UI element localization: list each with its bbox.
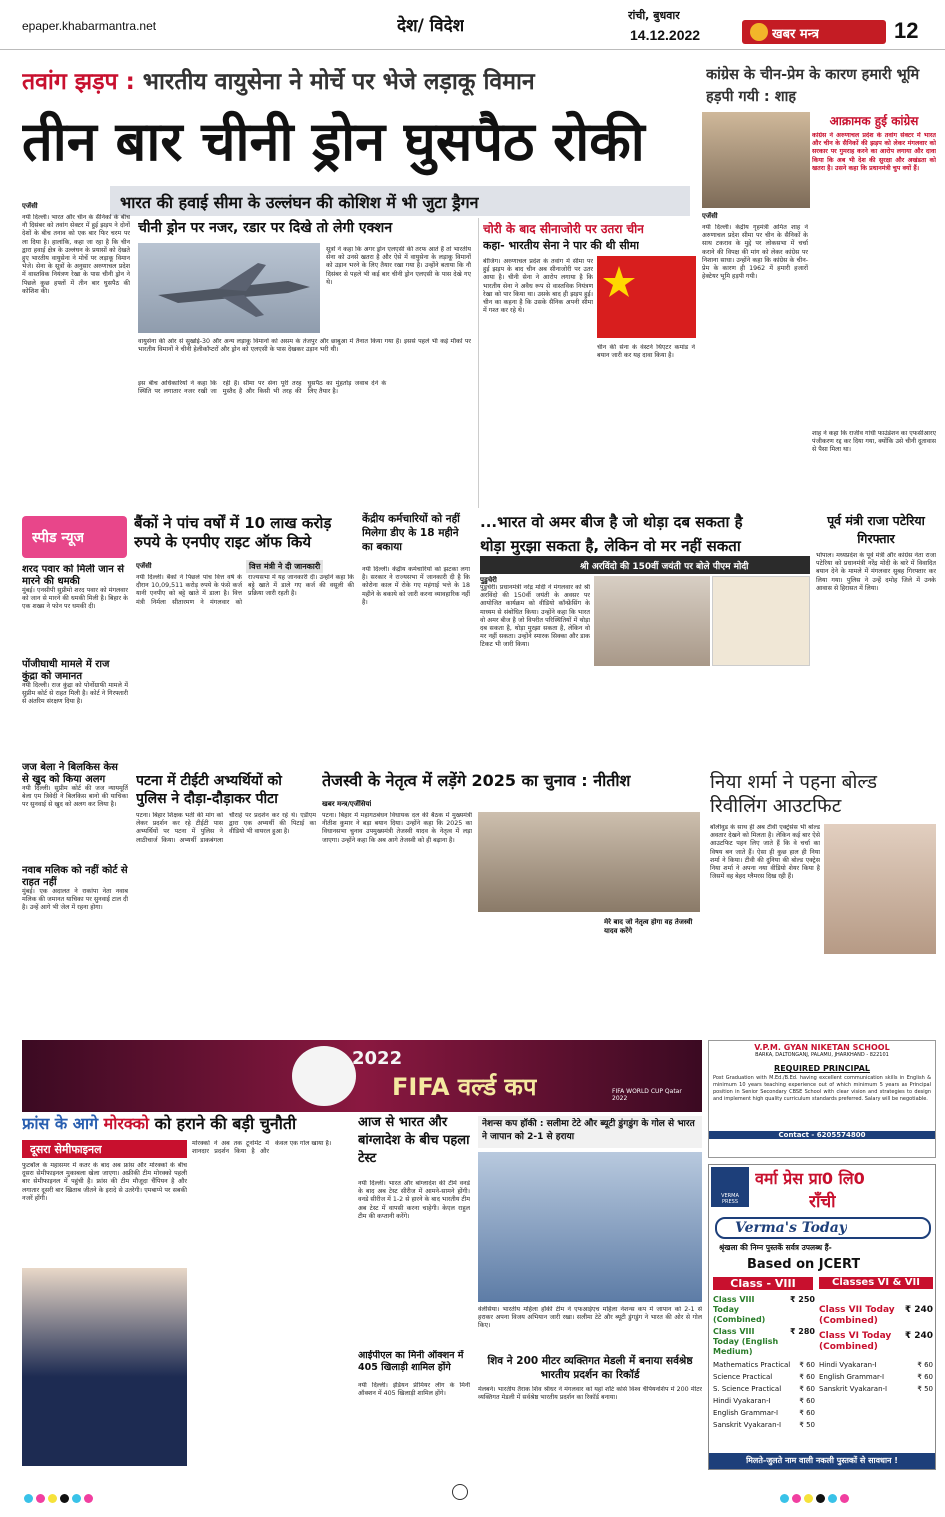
book-item [713,1395,815,1407]
speed-item-head: नवाब मलिक को नहीं कोर्ट से राहत नहीं [22,865,128,888]
book-label: Hindi Vyakaran-I [713,1397,771,1405]
china-box-body: बीजिंग। अरुणाचल प्रदेश के तवांग में सीमा पर हुई झड़प के बाद चीन अब सीनाजोरी पर उतर आया है। चीनी सेना ने आरोप लगाया है कि भारतीय सेना ने अवैध रूप से वास्तविक नियंत्रण रेखा को पार किया था। उसके बाद ही झड़प हुई। चीन का कहना है कि उसके सैनिक अपनी सीमा में गश्त कर रहे थे। [483,258,593,315]
banks-subhead: वित्त मंत्री ने दी जानकारी [246,560,323,573]
speed-item-body: मुंबई। एक अदालत ने राकांपा नेता नवाब मलिक की जमानत याचिका पर सुनवाई टाल दी है। उन्हें आगे भी जेल में रहना होगा। [22,888,128,912]
verma-brand: Verma's Today [735,1220,847,1236]
fifa-banner [22,1040,702,1112]
nitish-meeting-photo [478,812,700,912]
shah-kicker: कांग्रेस के चीन-प्रेम के कारण हमारी भूमि हड़पी गयी : शाह [706,67,920,105]
china-box [478,218,696,508]
fighter-jet-image [138,243,320,333]
banks-body: नयी दिल्ली। बैंकों ने पिछले पांच वित्त वर्ष के दौरान 10,09,511 करोड़ रुपये के फंसे कर्ज यानी एनपीए को बट्टे खाते में डाला है। वित्त मंत्री निर्मला सीतारमण ने मंगलवार को राज्यसभा में यह जानकारी दी। उन्होंने कहा कि बट्टे खाते में डाले गए कर्ज की वसूली की प्रक्रिया जारी रहती है। [136,574,354,606]
morocco-tag-text: दूसरा सेमीफाइनल [30,1143,102,1156]
nitish-byline: खबर मन्त्र/एजेंसियां [322,800,372,808]
bangla-headline: आज से भारत और बांग्लादेश के बीच पहला टेस्ट [358,1115,470,1166]
book-label: Class VII Today (Combined) [819,1305,895,1326]
stamp-photo [712,576,810,666]
modi-photo [594,576,710,666]
speed-item-head: जज बेला ने बिलकिस केस से खुद को किया अलग [22,762,118,785]
morocco-head-1: फ्रांस के आगे [22,1114,99,1133]
book-price: ₹ 60 [917,1361,933,1369]
book-item [819,1359,933,1371]
lead-deck: भारत की हवाई सीमा के उल्लंघन की कोशिश में भी जुटा ड्रैगन [120,193,479,212]
place-day: रांची, बुधवार [628,9,680,22]
book-price: ₹ 250 [789,1295,815,1304]
school-address: BARKA, DALTONGANJ, PALAMU, JHARKHAND - 822101 [755,1052,889,1058]
speed-item [22,762,128,859]
section-title: देश/ विदेश [397,16,465,36]
lead-subhead: चीनी ड्रोन पर नजर, रडार पर दिखे तो लेगी एक्शन [138,220,393,236]
banks-headline: बैंकों ने पांच वर्षों में 10 लाख करोड़ रुपये के एनपीए राइट ऑफ किये [134,514,332,551]
nitish-headline: तेजस्वी के नेतृत्व में लड़ेंगे 2025 का चुनाव : नीतीश [322,771,631,790]
speed-news-label: स्पीड न्यूज [32,530,85,546]
school-name: V.P.M. GYAN NIKETAN SCHOOL [754,1043,890,1052]
verma-logo-text: VERMA PRESS [721,1193,739,1205]
crosshair-icon [452,1484,468,1500]
book-price: ₹ 60 [799,1373,815,1381]
bangla-body: नयी दिल्ली। भारत और बांग्लादेश की टीमें वनडे के बाद अब टेस्ट सीरीज में आमने-सामने होंगी। वनडे सीरीज में 1-2 से हारने के बाद भारतीय टीम अब टेस्ट में वापसी करना चाहेगी। केएल राहुल टीम की कप्तानी करेंगे। [358,1180,470,1220]
raja-body: भोपाल। मध्यप्रदेश के पूर्व मंत्री और कांग्रेस नेता राजा पटेरिया को प्रधानमंत्री नरेंद्र मोदी के बारे में विवादित बयान देने के मामले में मंगलवार सुबह गिरफ्तार कर लिया गया। पुलिस ने उन्हें दमोह जिले में उनके आवास से हिरासत में लिया। [816,552,936,592]
verma-title: वर्मा प्रेस प्रा0 लि0 [755,1169,865,1188]
speed-item [22,865,128,962]
mbappe-photo [22,1268,187,1466]
book-item [713,1383,815,1395]
site-url[interactable]: epaper.khabarmantra.net [22,19,157,33]
book-item [713,1295,815,1325]
morocco-headline [22,1114,352,1134]
speed-item-head: शरद पवार को मिली जान से मारने की धमकी [22,564,125,587]
modi-caption: श्री अरविंदो की 150वीं जयंती पर बोले पीएम मोदी [580,562,749,572]
book-price: ₹ 280 [789,1327,815,1336]
verma-press-logo [711,1167,749,1207]
masthead [0,0,945,50]
china-box-body-2: चीन की सेना के वेस्टर्न थिएटर कमांड ने बयान जारी कर यह दावा किया है। [597,344,695,360]
modi-byline: पुडुचेरी [480,576,497,584]
brand-icon [750,23,768,41]
raja-headline: पूर्व मंत्री राजा पटेरिया गिरफ्तार [827,513,925,546]
class-67-header: Classes VI & VII [819,1277,933,1289]
fifa-logo: FIFA WORLD CUP Qatar 2022 [612,1088,682,1102]
ipl-body: नयी दिल्ली। इंडियन प्रीमियर लीग के मिनी ऑक्शन में 405 खिलाड़ी शामिल होंगे। [358,1382,470,1398]
lead-kicker-red: तवांग झड़प : [22,69,135,95]
school-req: REQUIRED PRINCIPAL [774,1064,870,1073]
lead-byline: एजेंसी [22,202,38,210]
speed-item-body: नयी दिल्ली। सुप्रीम कोर्ट की जज न्यायमूर्ति बेला एम त्रिवेदी ने बिलकिस बानो की याचिका पर सुनवाई से खुद को अलग कर लिया है। [22,785,128,809]
da-body: नयी दिल्ली। केंद्रीय कर्मचारियों को झटका लगा है। सरकार ने राज्यसभा में जानकारी दी है कि कोरोना काल में रोके गए महंगाई भत्ते के 18 महीने के बकाये को जारी करना व्यावहारिक नहीं है। [362,566,470,606]
fifa-year: 2022 [352,1048,403,1069]
morocco-body: फुटबॉल के महासमर में कतर के बाद अब फ्रांस और मोरक्को के बीच दूसरा सेमीफाइनल मुकाबला खेला जाएगा। अफ्रीकी टीम मोरक्को पहली बार सेमीफाइनल में पहुंची है। फ्रांस की टीम मौजूदा चैंपियन है और लगातार दूसरी बार खिताब जीतने के इरादे से उतरेगी। एमबाप्पे पर सबकी नजरें होंगी। [22,1162,187,1202]
book-price: ₹ 60 [799,1409,815,1417]
lead-col-3: वायुसेना की ओर से सुखोई-30 और अन्य लड़ाकू विमानों को असम के तेजपुर और छाबुआ में तैनात किया गया है। इससे पहले भी कई मौकों पर भारतीय विमानों ने चीनी हेलीकॉप्टरों और ड्रोन को एलएसी के पास देखकर उड़ान भरी थी। [138,338,471,354]
book-item [819,1305,933,1327]
school-body: Post Graduation with M.Ed./B.Ed. having excellent communication skills in English & minimum 10 years teaching experience out of which minimum 5 years as Principal position in Senior Secondary CBSE School with clear vision and strategies to design and implement high quality curriculum standards preferred. Salary will be negotiable. [713,1075,931,1102]
verma-based: Based on JCERT [747,1257,861,1272]
book-item [713,1407,815,1419]
fighter-jet-icon [138,243,320,333]
lead-col-4: इस बीच अधिकारियों ने कहा कि स्थिति पर लगातार नजर रखी जा रही है। सीमा पर सेना पूरी तरह मुस्तैद है और किसी भी तरह की घुसपैठ का मुंहतोड़ जवाब देने के लिए तैयार है। [138,380,387,396]
book-price: ₹ 60 [799,1385,815,1393]
china-box-title: चोरी के बाद सीनाजोरी पर उतरा चीन [483,222,644,236]
speed-item-body: नयी दिल्ली। राज कुंद्रा को पोर्नोग्राफी मामले में सुप्रीम कोर्ट से राहत मिली है। कोर्ट ने गिरफ्तारी से अंतरिम संरक्षण दिया है। [22,682,128,706]
registration-marks-left [24,1488,96,1507]
lead-kicker [22,68,722,96]
hockey-team-photo [478,1152,702,1302]
page-number: 12 [894,18,919,43]
book-item [713,1371,815,1383]
book-price: ₹ 60 [917,1373,933,1381]
class-8-header: Class - VIII [713,1277,813,1290]
nia-photo [824,824,936,954]
book-price: ₹ 240 [904,1305,933,1315]
book-label: English Grammar-I [713,1409,779,1417]
book-item [713,1359,815,1371]
nitish-caption: मेरे बाद जो नेतृत्व होगा वह तेजस्वी यादव करेंगे [604,918,693,935]
morocco-head-2: को हराने की बड़ी चुनौती [154,1114,297,1133]
book-label: Class VIII Today (Combined) [713,1295,766,1324]
swim-headline: शिव ने 200 मीटर व्यक्तिगत मेडली में बनाया सर्वश्रेष्ठ भारतीय प्रदर्शन का रिकॉर्ड [487,1355,693,1381]
swim-body: मेलबर्न। भारतीय तैराक शिव श्रीधर ने मंगलवार को यहां शॉर्ट कोर्स विश्व चैंपियनशिप में 200 मीटर व्यक्तिगत मेडली में सर्वश्रेष्ठ भारतीय प्रदर्शन का रिकॉर्ड बनाया। [478,1386,702,1402]
patna-headline: पटना में टीईटी अभ्यर्थियों को पुलिस ने दौड़ा-दौड़ाकर पीटा [136,773,282,807]
football-icon [292,1046,356,1106]
verma-brand-bar [715,1217,931,1239]
verma-right-list [819,1305,933,1395]
verma-ad [708,1164,936,1470]
china-box-sub: कहा- भारतीय सेना ने पार की थी सीमा [483,239,640,252]
verma-left-list [713,1295,815,1431]
verma-tagline: श्रृंखला की निम्न पुस्तकें सर्वत्र उपलब्ध हैं- [719,1243,832,1252]
shah-byline: एजेंसी [702,212,718,220]
hockey-headline: नेशन्स कप हॉकी : सलीमा टेटे और ब्यूटी डुंगडुंग के गोल से भारत ने जापान को 2-1 से हराया [482,1119,695,1142]
hockey-head-bar [478,1116,702,1148]
book-price: ₹ 60 [799,1397,815,1405]
modi-body: पुडुचेरी। प्रधानमंत्री नरेंद्र मोदी ने मंगलवार को श्री अरविंदो की 150वीं जयंती के अवसर पर आयोजित कार्यक्रम को वीडियो कॉन्फ्रेंसिंग के माध्यम से संबोधित किया। उन्होंने कहा कि भारत वो अमर बीज है जो विपरीत परिस्थितियों में थोड़ा दब सकता है, थोड़ा मुरझा सकता है, लेकिन वो मर नहीं सकता। उन्होंने स्मारक सिक्का और डाक टिकट भी जारी किया। [480,584,590,649]
shah-box-title: आक्रामक हुई कांग्रेस [829,114,919,128]
book-price: ₹ 50 [799,1421,815,1429]
lead-col-2: सूत्रों ने कहा कि अगर ड्रोन एलएसी की तरफ आते हैं तो भारतीय सेना को उनसे खतरा है और ऐसे में वायुसेना के लड़ाकू विमानों को उड़ान भरने के लिए तैयार रखा गया है। उन्होंने बताया कि नौ दिसंबर से पहले भी कई बार चीनी ड्रोन एलएसी के पास देखे गए थे। [326,246,471,286]
book-label: Sanskrit Vyakaran-I [713,1421,782,1429]
patna-body: पटना। बिहार शिक्षक भर्ती की मांग को लेकर प्रदर्शन कर रहे टीईटी पास अभ्यर्थियों पर पटना में पुलिस ने लाठीचार्ज किया। अभ्यर्थी डाकबंगला चौराहे पर प्रदर्शन कर रहे थे। एडीएम द्वारा एक अभ्यर्थी की पिटाई का वीडियो भी वायरल हुआ है। [136,812,316,844]
speed-news-list [22,564,128,1040]
modi-deck-1: ...भारत वो अमर बीज है जो थोड़ा दब सकता है [480,513,743,531]
school-ad [708,1040,936,1158]
book-item [819,1371,933,1383]
book-item [819,1383,933,1395]
china-flag-image [597,256,696,338]
modi-caption-bar [480,556,810,574]
issue-date: 14.12.2022 [630,27,701,43]
speed-news-tag [22,516,127,558]
lead-kicker-text: भारतीय वायुसेना ने मोर्चे पर भेजे लड़ाकू विमान [142,69,535,95]
shah-body-2: शाह ने कहा कि राजीव गांधी फाउंडेशन का एफसीआरए पंजीकरण रद्द कर दिया गया, क्योंकि उसे चीनी दूतावास से पैसा मिला था। [812,430,936,454]
morocco-body-2: मोरक्को ने अब तक टूर्नामेंट में शानदार प्रदर्शन किया है और केवल एक गोल खाया है। [192,1140,332,1156]
lead-deck-bar [110,186,690,216]
star-icon [597,256,696,338]
brand-name: खबर मन्त्र [772,27,820,42]
book-label: Class VI Today (Combined) [819,1331,892,1352]
book-label: Science Practical [713,1373,773,1381]
book-label: S. Science Practical [713,1385,782,1393]
registration-marks-right [780,1488,852,1507]
banks-byline: एजेंसी [136,562,152,570]
fifa-title: FIFA वर्ल्ड कप [392,1073,537,1101]
nitish-body: पटना। बिहार में महागठबंधन विधायक दल की बैठक में मुख्यमंत्री नीतीश कुमार ने बड़ा बयान दिया। उन्होंने कहा कि 2025 का विधानसभा चुनाव उपमुख्यमंत्री तेजस्वी यादव के नेतृत्व में लड़ा जाएगा। उन्होंने कहा कि अब आगे तेजस्वी को ही बढ़ाना है। [322,812,472,844]
lead-col-1: नयी दिल्ली। भारत और चीन के सैनिकों के बीच नौ दिसंबर को तवांग सेक्टर में हुई झड़प ने दोनों देशों के बीच तनाव को एक बार फिर चरम पर ला दिया है। हालांकि, कहा जा रहा है कि चीन द्वारा हवाई क्षेत्र के उल्लंघन के प्रयासों को देखते हुए भारतीय वायुसेना ने मोर्चे पर लड़ाकू विमान भेजे। सेना के सूत्रों के अनुसार अरुणाचल प्रदेश में वास्तविक नियंत्रण रेखा के पास चीनी ड्रोन ने पिछले कुछ हफ्तों में तीन बार घुसपैठ की कोशिश की। [22,214,130,295]
book-label: English Grammar-I [819,1373,885,1381]
book-label: Class VIII Today (English Medium) [713,1327,779,1356]
book-item [713,1327,815,1357]
book-item [713,1419,815,1431]
book-price: ₹ 50 [917,1385,933,1393]
amit-shah-photo [702,112,810,208]
speed-item [22,659,128,756]
book-label: Sanskrit Vyakaran-I [819,1385,888,1393]
ipl-headline: आईपीएल का मिनी ऑक्शन में 405 खिलाड़ी शामिल होंगे [358,1350,464,1373]
modi-deck-2: थोड़ा मुरझा सकता है, लेकिन वो मर नहीं सकता [480,537,741,555]
speed-item [22,564,128,653]
speed-item-body: मुंबई। एनसीपी सुप्रीमो शरद पवार को मंगलवार को जान से मारने की धमकी मिली है। बिहार के एक शख्स ने फोन पर धमकी दी। [22,587,128,611]
verma-footer: मिलते-जुलते नाम वाली नकली पुस्तकों से सावधान ! [709,1453,935,1469]
da-headline: केंद्रीय कर्मचारियों को नहीं मिलेगा डीए के 18 महीने का बकाया [362,513,460,553]
school-contact: Contact - 6205574800 [709,1131,935,1139]
nia-headline: निया शर्मा ने पहना बोल्ड रिवीलिंग आउटफिट [710,771,878,817]
book-price: ₹ 60 [799,1361,815,1369]
book-price: ₹ 240 [904,1331,933,1341]
shah-body: नयी दिल्ली। केंद्रीय गृहमंत्री अमित शाह ने अरुणाचल प्रदेश सीमा पर चीन के सैनिकों के साथ टकराव के मुद्दे पर लोकसभा में चर्चा कराने की विपक्ष की मांग को लेकर कांग्रेस पर निशाना साधा। उन्होंने कहा कि कांग्रेस के चीन-प्रेम के कारण ही 1962 में हमारी हजारों हेक्टेयर भूमि हड़पी गयी। [702,224,808,281]
speed-item-head: पोंजीघाधी मामले में राज कुंद्रा को जमानत [22,659,110,682]
book-label: Hindi Vyakaran-I [819,1361,877,1369]
shah-box-body: कांग्रेस ने अरुणाचल प्रदेश के तवांग सेक्टर में भारत और चीन के सैनिकों की झड़प को लेकर मंगलवार को सरकार पर गुमराह करने का आरोप लगाया और दावा किया कि अब भी देश की सुरक्षा और अखंडता को खतरा है। उसने कहा कि प्रधानमंत्री चुप क्यों हैं। [812,132,936,172]
book-item [819,1331,933,1353]
hockey-body: वेलेंसिया। भारतीय महिला हॉकी टीम ने एफआईएच महिला नेशन्स कप में जापान को 2-1 से हराकर अपना विजय अभियान जारी रखा। सलीमा टेटे और ब्यूटी डुंगडुंग ने भारत की ओर से गोल किए। [478,1306,702,1330]
book-label: Mathematics Practical [713,1361,791,1369]
morocco-head-red: मोरक्को [103,1114,150,1133]
verma-city: राँची [809,1192,836,1212]
lead-headline: तीन बार चीनी ड्रोन घुसपैठ रोकी [22,110,645,173]
nia-body: बॉलीवुड के साथ ही अब टीवी एक्ट्रेसेस भी बोल्ड अवतार देखने को मिलता है। लेकिन कई बार ऐसे आउटफिट पहन लिए जाते हैं कि वे चर्चा का विषय बन जाते हैं। ऐसा ही कुछ हाल ही निया शर्मा ने किया। टीवी की दुनिया की बोल्ड एक्ट्रेस निया शर्मा ने अपना नया वीडियो शेयर किया है जिसमें वह बेहद ग्लैमरस दिख रही हैं। [710,824,820,881]
morocco-tag [22,1140,187,1158]
